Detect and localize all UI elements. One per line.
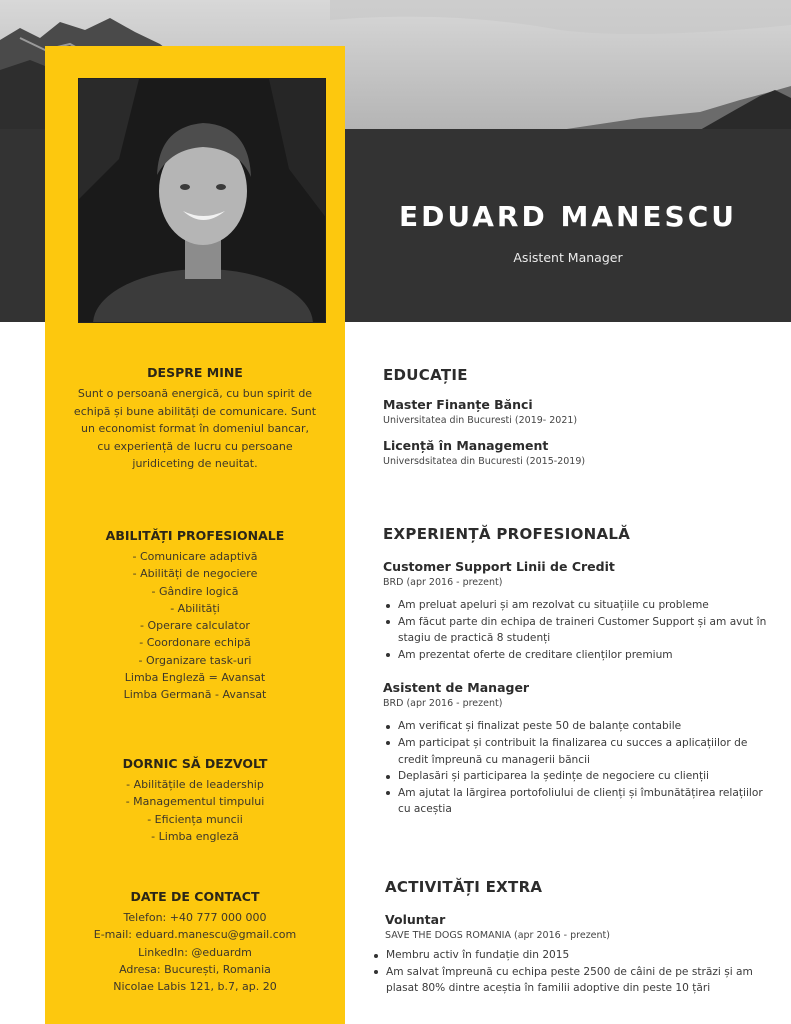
- skill-item: - Abilități de negociere: [132, 567, 258, 581]
- skill-item: - Comunicare adaptivă: [132, 550, 258, 563]
- job-bullets: [383, 718, 773, 818]
- contact-section: [45, 889, 345, 995]
- job-meta: BRD (apr 2016 - prezent): [383, 698, 503, 710]
- job-title: Asistent de Manager: [383, 680, 530, 696]
- job-entry: [383, 559, 773, 663]
- contact-address: Adresa: București, Romania: [119, 962, 271, 976]
- contact-title: DATE DE CONTACT: [130, 889, 260, 904]
- bullet-item: Am ajutat la lărgirea portofoliului de clienți și îmbunătățirea relațiilor cu aceștia: [383, 785, 773, 818]
- education-school: Universdsitatea din Bucuresti (2015-2019): [383, 456, 586, 467]
- bullet-item: Am verificat și finalizat peste 50 de balanțe contabile: [383, 718, 773, 735]
- skill-item: - Gândire logică: [151, 584, 239, 598]
- candidate-role: Asistent Manager: [513, 250, 623, 265]
- education-section: [383, 366, 773, 467]
- job-entry: [383, 680, 773, 818]
- develop-list: [45, 776, 345, 845]
- bullet-item: Membru activ în fundație din 2015: [371, 947, 775, 964]
- contact-list: [45, 909, 345, 995]
- bullet-item: Am făcut parte din echipa de traineri Customer Support și am avut în stagiu de practică 8 studenți: [383, 614, 773, 647]
- experience-section: [383, 525, 773, 818]
- education-entry: [383, 438, 773, 467]
- about-text: Sunt o persoană energică, cu bun spirit de echipă și bune abilități de comunicare. Sunt un economist format în domeniul bancar, cu experiență de lucru cu persoane juridiceting de neuitat.: [73, 387, 317, 470]
- bullet-item: Am participat și contribuit la finalizarea cu succes a aplicațiilor de credit împreună cu managerii băncii: [383, 735, 773, 768]
- about-section: [45, 365, 345, 473]
- job-meta: BRD (apr 2016 - prezent): [383, 577, 503, 588]
- develop-title: DORNIC SĂ DEZVOLT: [122, 756, 268, 771]
- skills-section: [45, 528, 345, 704]
- develop-item: - Limba engleză: [151, 829, 239, 843]
- job-bullets: [383, 597, 773, 663]
- experience-title: EXPERIENȚĂ PROFESIONALĂ: [383, 525, 631, 543]
- skill-item: - Organizare task-uri: [138, 653, 252, 667]
- contact-email: E-mail: eduard.manescu@gmail.com: [93, 928, 297, 942]
- develop-item: - Managementul timpului: [125, 795, 265, 809]
- language-item: Limba Germană - Avansat: [123, 688, 267, 702]
- education-title: EDUCAȚIE: [383, 366, 468, 384]
- bullet-item: Am prezentat oferte de creditare clienților premium: [383, 647, 773, 664]
- bullet-item: Am preluat apeluri și am rezolvat cu situațiile cu probleme: [383, 597, 773, 614]
- contact-address-line2: Nicolae Labis 121, b.7, ap. 20: [113, 980, 277, 994]
- develop-item: - Abilitățile de leadership: [126, 778, 264, 791]
- skill-item: - Operare calculator: [140, 619, 250, 633]
- bullet-item: Deplasări și participarea la ședințe de negociere cu clienții: [383, 768, 773, 785]
- language-item: Limba Engleză = Avansat: [124, 671, 266, 685]
- skills-list: [45, 548, 345, 704]
- develop-section: [45, 756, 345, 845]
- education-school: Universitatea din Bucuresti (2019- 2021): [383, 415, 578, 426]
- extra-title: ACTIVITĂȚI EXTRA: [385, 878, 543, 896]
- candidate-name: EDUARD MANESCU: [398, 200, 737, 233]
- bullet-item: Am salvat împreună cu echipa peste 2500 de câini de pe străzi și am plasat 80% dintre aceștia în familii adoptive din peste 10 țări: [371, 964, 775, 997]
- skill-item: - Abilități: [170, 601, 220, 615]
- profile-photo: [78, 78, 326, 323]
- extra-meta: SAVE THE DOGS ROMANIA (apr 2016 - prezent): [385, 930, 610, 941]
- extra-section: [385, 878, 775, 997]
- education-degree: Licență în Management: [383, 438, 549, 453]
- education-degree: Master Finanțe Bănci: [383, 397, 533, 412]
- job-title: Customer Support Linii de Credit: [383, 559, 615, 574]
- extra-role: Voluntar: [385, 912, 446, 927]
- contact-linkedin: LinkedIn: @eduardm: [138, 945, 252, 959]
- education-entry: [383, 397, 773, 426]
- contact-phone: Telefon: +40 777 000 000: [123, 911, 267, 924]
- skills-title: ABILITĂȚI PROFESIONALE: [105, 528, 285, 543]
- skill-item: - Coordonare echipă: [139, 636, 251, 650]
- about-title: DESPRE MINE: [147, 365, 243, 380]
- extra-bullets: [371, 947, 775, 997]
- develop-item: - Eficiența muncii: [147, 812, 243, 826]
